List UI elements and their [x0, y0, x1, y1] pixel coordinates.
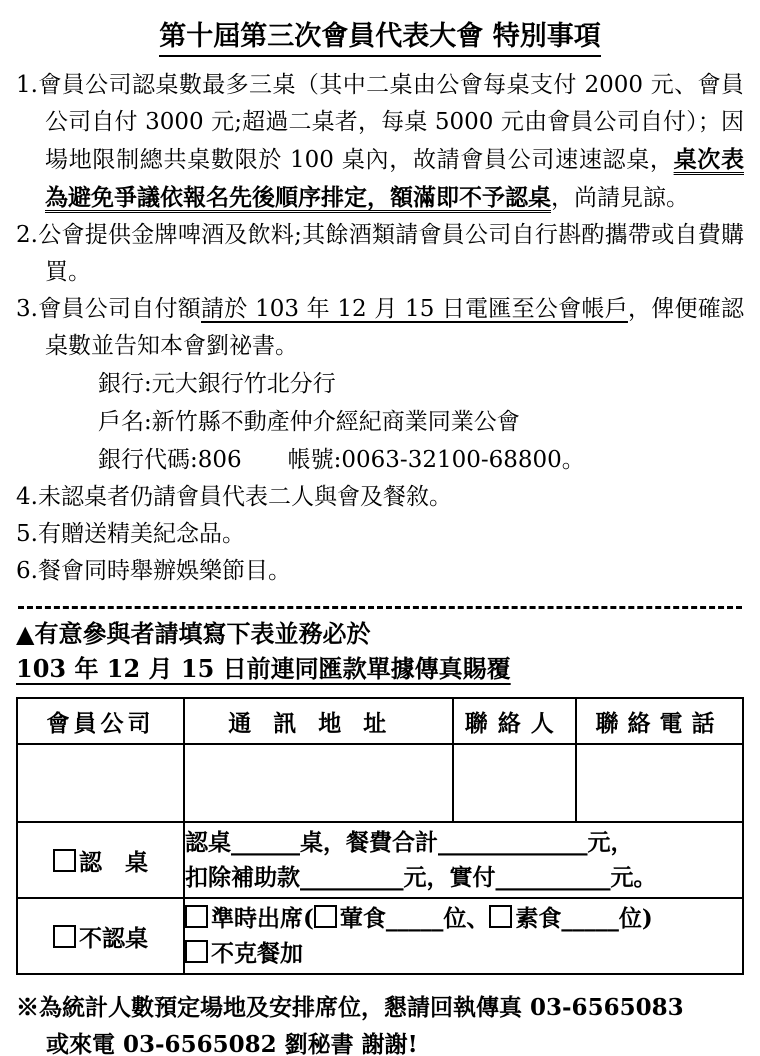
- item-4-number: 4.: [16, 484, 38, 510]
- bank-name-line: 銀行:元大銀行竹北分行: [98, 371, 336, 397]
- reply-form-table: [16, 697, 744, 975]
- item-6-number: 6.: [16, 558, 38, 584]
- decline-table-row: [17, 898, 743, 974]
- cannot-attend-label: 不克餐加: [210, 940, 303, 967]
- item-1-number: 1.: [16, 72, 38, 98]
- cannot-attend-line: [185, 936, 742, 971]
- checkbox-vegetarian-meal[interactable]: [489, 905, 512, 928]
- attend-on-time-label: 準時出席(: [210, 905, 314, 932]
- item-1-emphasized-clause: 桌次表為避免爭議依報名先後順序排定，額滿即不予認桌: [45, 146, 744, 211]
- list-item-3: [16, 291, 744, 365]
- column-header-mailing-address: 通訊地址: [184, 698, 453, 744]
- checkbox-confirm-table[interactable]: [53, 849, 76, 872]
- reply-instruction-line: ▲有意參與者請填寫下表並務必於: [16, 619, 371, 648]
- meat-meal-label[interactable]: 葷食_____位、: [339, 905, 490, 932]
- item-3-number: 3.: [16, 296, 38, 322]
- item-3-text-end: ，俾便確認桌數並告知本會劉祕書。: [45, 296, 744, 359]
- checkbox-decline-table[interactable]: [53, 925, 76, 948]
- confirm-table-row: [17, 822, 743, 898]
- list-item-1: [16, 67, 744, 217]
- item-3-deadline-underlined: 請於 103 年 12 月 15 日電匯至公會帳戶: [201, 296, 628, 322]
- item-4-text: 未認桌者仍請會員代表二人與會及餐敘。: [37, 484, 452, 510]
- input-cell-member-company[interactable]: [17, 744, 184, 822]
- decline-option-cell: [17, 898, 184, 974]
- checkbox-attend-on-time[interactable]: [185, 905, 208, 928]
- list-item-5: [16, 516, 744, 553]
- confirm-details-cell: [184, 822, 743, 898]
- column-header-member-company: 會員公司: [17, 698, 184, 744]
- item-5-number: 5.: [16, 521, 38, 547]
- dashed-separator: [18, 606, 742, 609]
- table-blank-entry-row: [17, 744, 743, 822]
- input-cell-mailing-address[interactable]: [184, 744, 453, 822]
- confirm-tables-fee-line[interactable]: 認桌______桌，餐費合計_____________元，: [184, 829, 634, 856]
- vegetarian-meal-label[interactable]: 素食_____位): [515, 905, 653, 932]
- checkbox-meat-meal[interactable]: [314, 905, 337, 928]
- bank-info-block: [16, 365, 744, 479]
- table-header-row: [17, 698, 743, 744]
- item-1-text-end: ，尚請見諒。: [551, 185, 689, 211]
- decline-details-cell: [184, 898, 743, 974]
- page-title: [16, 14, 744, 53]
- input-cell-contact-person[interactable]: [453, 744, 576, 822]
- checkbox-cannot-attend[interactable]: [185, 940, 208, 963]
- item-3-text: 會員公司自付額: [37, 296, 202, 322]
- attend-on-time-line: [185, 901, 742, 936]
- footer-fax-line: ※為統計人數預定場地及安排席位，懇請回執傳真 03-6565083: [16, 994, 684, 1021]
- item-5-text: 有贈送精美紀念品。: [37, 521, 245, 547]
- list-item-4: [16, 479, 744, 516]
- item-6-text: 餐會同時舉辦娛樂節目。: [37, 558, 291, 584]
- reply-deadline-line: [16, 651, 744, 687]
- page-title-text: 第十屆第三次會員代表大會 特別事項: [159, 21, 600, 57]
- confirm-option-cell: [17, 822, 184, 898]
- reply-deadline-text: 103 年 12 月 15 日前連同匯款單據傳真賜覆: [16, 654, 511, 683]
- list-item-2: [16, 217, 744, 291]
- column-header-contact-phone: 聯絡電話: [576, 698, 743, 744]
- confirm-option-label: 認 桌: [78, 848, 148, 876]
- item-1-text: 會員公司認桌數最多三桌（其中二桌由公會每桌支付 2000 元、會員公司自付 3000 元;超過二桌者，每桌 5000 元由會員公司自付）；因場地限制總共桌數限於 100 桌內，故請會員公司速速認桌，: [37, 72, 744, 173]
- confirm-subsidy-payment-line[interactable]: 扣除補助款_________元，實付__________元。: [184, 864, 657, 891]
- bank-account-name-line: 戶名:新竹縣不動產仲介經紀商業同業公會: [98, 409, 520, 435]
- footer-note: [16, 989, 744, 1056]
- footer-phone-line: 或來電 03-6565082 劉秘書 謝謝!: [46, 1031, 418, 1056]
- decline-option-label: 不認桌: [78, 924, 148, 952]
- input-cell-contact-phone[interactable]: [576, 744, 743, 822]
- bank-code-account-line: 銀行代碼:806 帳號:0063-32100-68800。: [98, 447, 585, 473]
- list-item-6: [16, 553, 744, 590]
- item-2-number: 2.: [16, 222, 38, 248]
- item-2-text: 公會提供金牌啤酒及飲料;其餘酒類請會員公司自行斟酌攜帶或自費購買。: [37, 222, 744, 285]
- column-header-contact-person: 聯絡人: [453, 698, 576, 744]
